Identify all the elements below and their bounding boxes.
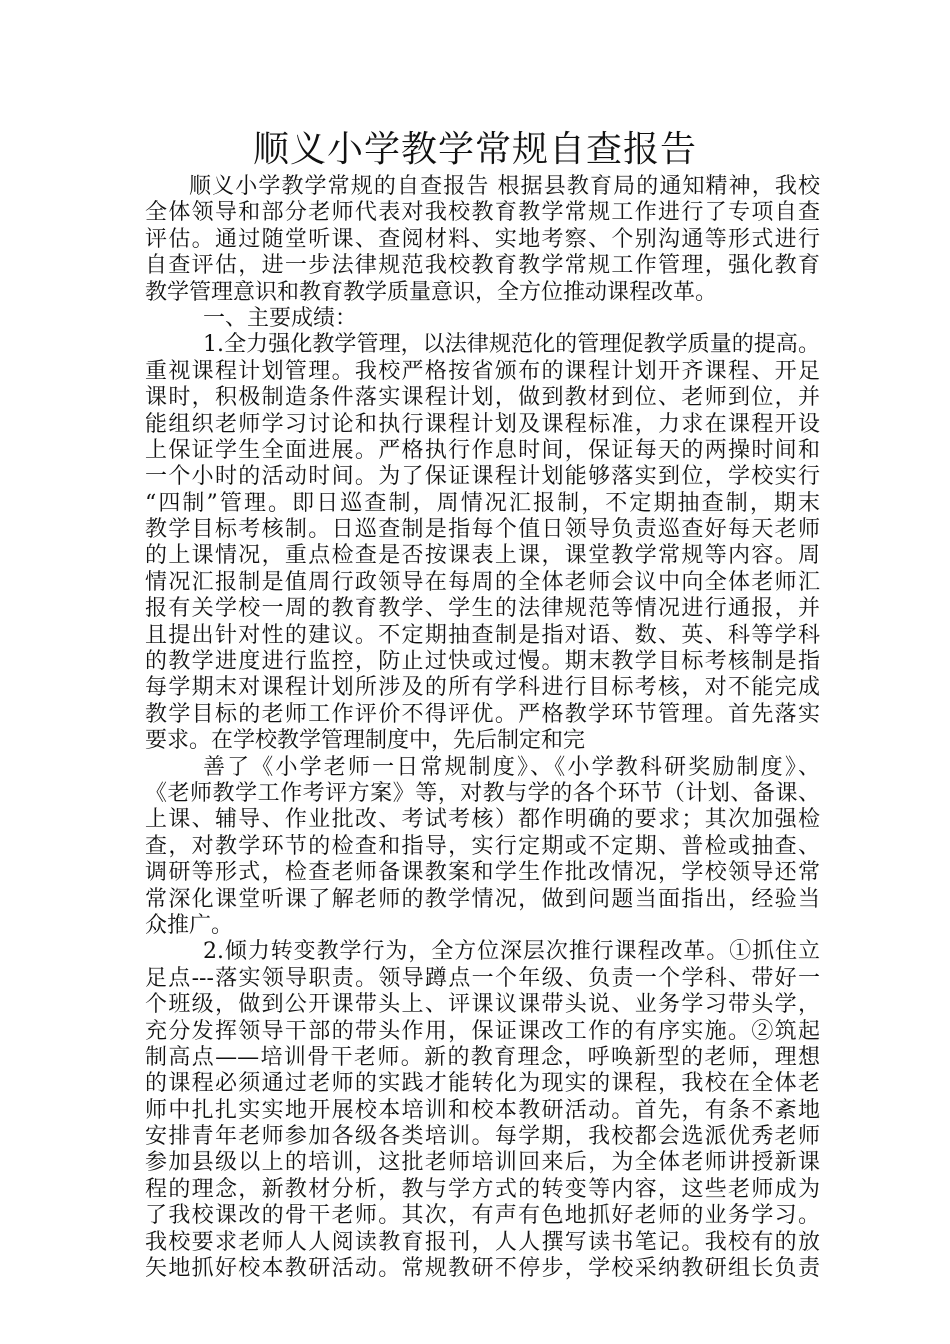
document-title: 顺义小学教学常规自查报告: [252, 129, 697, 170]
paragraph-line: 的教学进度进行监控，防止过快或过慢。期末教学目标考核制是指: [145, 649, 820, 675]
paragraph-line: 充分发挥领导干部的带头作用，保证课改工作的有序实施。②筑起: [145, 1018, 820, 1044]
paragraph-line: 且提出针对性的建议。不定期抽查制是指对语、数、英、科等学科: [145, 622, 820, 648]
paragraph-line: 重视课程计划管理。我校严格按省颁布的课程计划开齐课程、开足: [145, 358, 820, 384]
paragraph-line: 能组织老师学习讨论和执行课程计划及课程标准，力求在课程开设: [145, 411, 820, 437]
paragraph-line: 查，对教学环节的检查和指导，实行定期或不定期、普检或抽查、: [145, 833, 820, 859]
paragraph-line: 每学期末对课程计划所涉及的所有学科进行目标考核，对不能完成: [145, 675, 820, 701]
paragraph-line: 调研等形式，检查老师备课教案和学生作批改情况，学校领导还常: [145, 860, 820, 886]
paragraph-line: 评估。通过随堂听课、查阅材料、实地考察、个别沟通等形式进行: [145, 226, 820, 252]
paragraph-line: 教学目标考核制。日巡查制是指每个值日领导负责巡查好每天老师: [145, 517, 820, 543]
paragraph-line: 《老师教学工作考评方案》等，对教与学的各个环节（计划、备课、: [145, 780, 820, 806]
paragraph-line: 我校要求老师人人阅读教育报刊，人人撰写读书笔记。我校有的放: [145, 1229, 820, 1255]
paragraph-line: 自查评估，进一步法律规范我校教育教学常规工作管理，强化教育: [145, 253, 820, 279]
paragraph-line: 要求。在学校教学管理制度中，先后制定和完: [145, 728, 586, 754]
paragraph-line: 1.全力强化教学管理，以法律规范化的管理促教学质量的提高。: [203, 332, 820, 358]
paragraph-line: 矢地抓好校本教研活动。常规教研不停步，学校采纳教研组长负责: [145, 1256, 820, 1282]
section-heading: 一、主要成绩：: [203, 305, 358, 331]
paragraph-line: 报有关学校一周的教育教学、学生的法律规范等情况进行通报，并: [145, 596, 820, 622]
paragraph-line: 参加县级以上的培训，这批老师培训回来后，为全体老师讲授新课: [145, 1150, 820, 1176]
paragraph-line: 个班级，做到公开课带头上、评课议课带头说、业务学习带头学，: [145, 992, 820, 1018]
paragraph-line: 常深化课堂听课了解老师的教学情况，做到问题当面指出，经验当: [145, 886, 820, 912]
paragraph-line: 顺义小学教学常规的自查报告 根据县教育局的通知精神，我校: [189, 174, 820, 199]
paragraph-line: 众推广。: [145, 912, 234, 938]
paragraph-line: 师中扎扎实实地开展校本培训和校本教研活动。首先，有条不紊地: [145, 1097, 820, 1123]
document-body: [145, 174, 820, 1282]
paragraph-line: “四制”管理。即日巡查制，周情况汇报制，不定期抽查制，期末: [145, 490, 820, 516]
paragraph-line: 课时，积极制造条件落实课程计划，做到教材到位、老师到位，并: [145, 385, 820, 411]
paragraph-line: 教学目标的老师工作评价不得评优。严格教学环节管理。首先落实: [145, 701, 820, 727]
paragraph-line: 一个小时的活动时间。为了保证课程计划能够落实到位，学校实行: [145, 464, 820, 490]
paragraph-line: 了我校课改的骨干老师。其次，有声有色地抓好老师的业务学习。: [145, 1203, 820, 1229]
paragraph-line: 教学管理意识和教育教学质量意识，全方位推动课程改革。: [145, 279, 718, 305]
paragraph-line: 2.倾力转变教学行为，全方位深层次推行课程改革。①抓住立: [203, 939, 820, 965]
paragraph-line: 足点---落实领导职责。领导蹲点一个年级、负责一个学科、带好一: [145, 965, 820, 991]
paragraph-line: 善了《小学老师一日常规制度》、《小学教科研奖励制度》、: [203, 754, 820, 780]
paragraph-line: 的上课情况，重点检查是否按课表上课，课堂教学常规等内容。周: [145, 543, 820, 569]
paragraph-line: 情况汇报制是值周行政领导在每周的全体老师会议中向全体老师汇: [145, 569, 820, 595]
paragraph-line: 上课、辅导、作业批改、考试考核）都作明确的要求；其次加强检: [145, 807, 820, 833]
paragraph-line: 全体领导和部分老师代表对我校教育教学常规工作进行了专项自查: [145, 200, 820, 226]
paragraph-line: 程的理念，新教材分析，教与学方式的转变等内容，这些老师成为: [145, 1176, 820, 1202]
paragraph-line: 上保证学生全面进展。严格执行作息时间，保证每天的两操时间和: [145, 437, 820, 463]
paragraph-line: 的课程必须通过老师的实践才能转化为现实的课程，我校在全体老: [145, 1071, 820, 1097]
paragraph-line: 制高点——培训骨干老师。新的教育理念，呼唤新型的老师，理想: [145, 1044, 820, 1070]
paragraph-line: 安排青年老师参加各级各类培训。每学期，我校都会选派优秀老师: [145, 1124, 820, 1150]
